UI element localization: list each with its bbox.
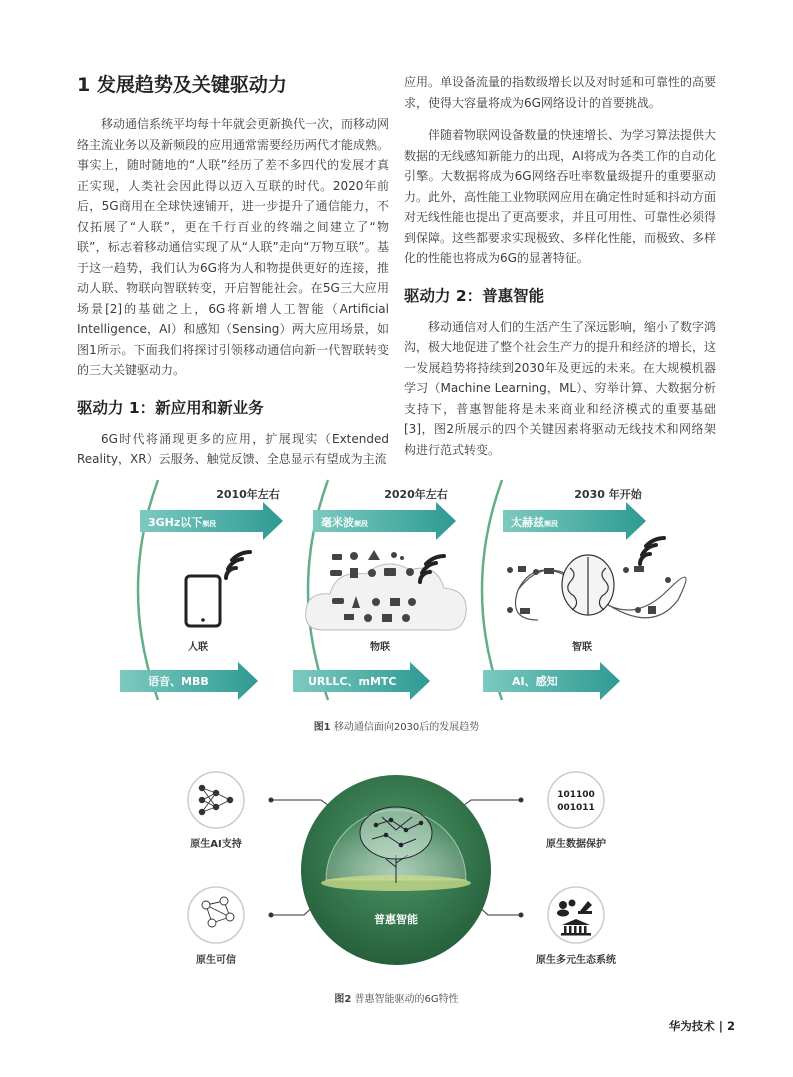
era1-band: 3GHz以下 [148, 516, 203, 529]
figure2-caption-text: 普惠智能驱动的6G特性 [351, 994, 459, 1005]
native-data-node [548, 772, 604, 828]
continuation-paragraph: 应用。单设备流量的指数级增长以及对时延和可靠性的高要求，使得大容量将成为6G网络设计的首要挑战。 [404, 75, 717, 110]
era3-year: 2030 年开始 [574, 488, 642, 501]
figure1-caption-text: 移动通信面向2030后的发展趋势 [330, 722, 480, 733]
native-trust-node [188, 887, 244, 943]
right-column [404, 72, 716, 468]
era1-band-suffix: 频段 [202, 520, 217, 528]
era1-year: 2010年左右 [216, 488, 280, 501]
driver1-title: 驱动力 1：新应用和新业务 [77, 398, 264, 417]
native-ai-node [188, 772, 244, 828]
figure1 [118, 470, 768, 710]
section-title: 1 发展趋势及关键驱动力 [77, 74, 287, 96]
figure1-caption-label: 图1 [313, 722, 331, 733]
era2-label: 物联 [370, 642, 390, 653]
era3-band: 太赫兹 [511, 516, 544, 529]
wifi-signal-icon [226, 552, 250, 578]
binary-line-1: 101100 [557, 790, 595, 800]
era1-service: 语音、MBB [148, 675, 209, 688]
era3-label: 智联 [572, 642, 592, 653]
phone-icon [186, 576, 220, 626]
era2-band: 毫米波 [321, 516, 354, 529]
native-data-label: 原生数据保护 [546, 839, 606, 850]
era-divider-arc [482, 480, 502, 700]
center-label: 普惠智能 [374, 913, 418, 926]
figure2-caption-label: 图2 [334, 994, 352, 1005]
left-column [77, 72, 389, 478]
page-footer: 华为技术 | 2 [668, 1019, 735, 1033]
brain-icon [562, 555, 614, 615]
wifi-signal-icon [640, 538, 664, 564]
driver1-paragraph: 6G时代将涌现更多的应用，扩展现实（Extended Reality，XR）云服务、触觉反馈、全息显示有望成为主流 [77, 431, 389, 466]
intro-paragraph: 移动通信系统平均每十年就会更新换代一次，而移动网络主流业务以及新频段的应用通常需要经历两代才能成熟。事实上，随时随地的“人联”经历了差不多四代的发展才真正实现，人类社会因此得以迈入互联的时代。2020年前后，5G商用在全球快速铺开，进一步提升了通信能力，不仅拓展了“人联”，更在千行百业的终端之间建立了“物联”，标志着移动通信实现了从“人联”走向“万物互联”。基于这一趋势，我们认为6G将为人和物提供更好的连接，推动人联、物联向智联转变，开启智能社会。在5G三大应用场景[2]的基础之上，6G将新增人工智能（Artificial Intelligence，AI）和感知（Sensing）两大应用场景，如图1所示。下面我们将探讨引领移动通信向新一代智联转变的三大关键驱动力。 [77, 117, 390, 377]
driver2-paragraph: 移动通信对人们的生活产生了深远影响，缩小了数字鸿沟，极大地促进了整个社会生产力的提升和经济的增长，这一发展趋势将持续到2030年及更远的未来。在大规模机器学习（Machine Learning，ML）、穷举计算、大数据分析支持下，普惠智能将是未来商业和经济模式的重要基础[3]，图2所展示的四个关键因素将驱动无线技术和网络架构进行范式转变。 [404, 319, 717, 457]
native-trust-label: 原生可信 [196, 955, 236, 966]
era2-year: 2020年左右 [384, 488, 448, 501]
era1-label: 人联 [188, 642, 208, 653]
figure1-caption [0, 718, 793, 733]
driver2-title: 驱动力 2：普惠智能 [404, 286, 545, 305]
figure2 [176, 755, 616, 995]
era3-band-suffix: 频段 [544, 520, 558, 528]
era2-band-suffix: 频段 [354, 520, 368, 528]
figure2-caption [0, 990, 793, 1005]
binary-line-2: 001011 [557, 803, 595, 813]
era3-service: AI、感知 [512, 675, 558, 688]
native-ai-label: 原生AI支持 [190, 839, 242, 850]
native-eco-label: 原生多元生态系统 [536, 955, 616, 966]
right-paragraph-2: 伴随着物联网设备数量的快速增长、为学习算法提供大数据的无线感知新能力的出现，AI将成为各类工作的自动化引擎。大数据将成为6G网络吞吐率数量级提升的重要驱动力。此外，高性能工业物联网应用在确定性时延和抖动方面对无线性能也提出了更高要求，并且可用性、可靠性必须得到保障。这些都要求实现极致、多样化性能，而极致、多样化的性能也将成为6G的显著特征。 [404, 128, 717, 265]
era2-service: URLLC、mMTC [308, 675, 397, 688]
